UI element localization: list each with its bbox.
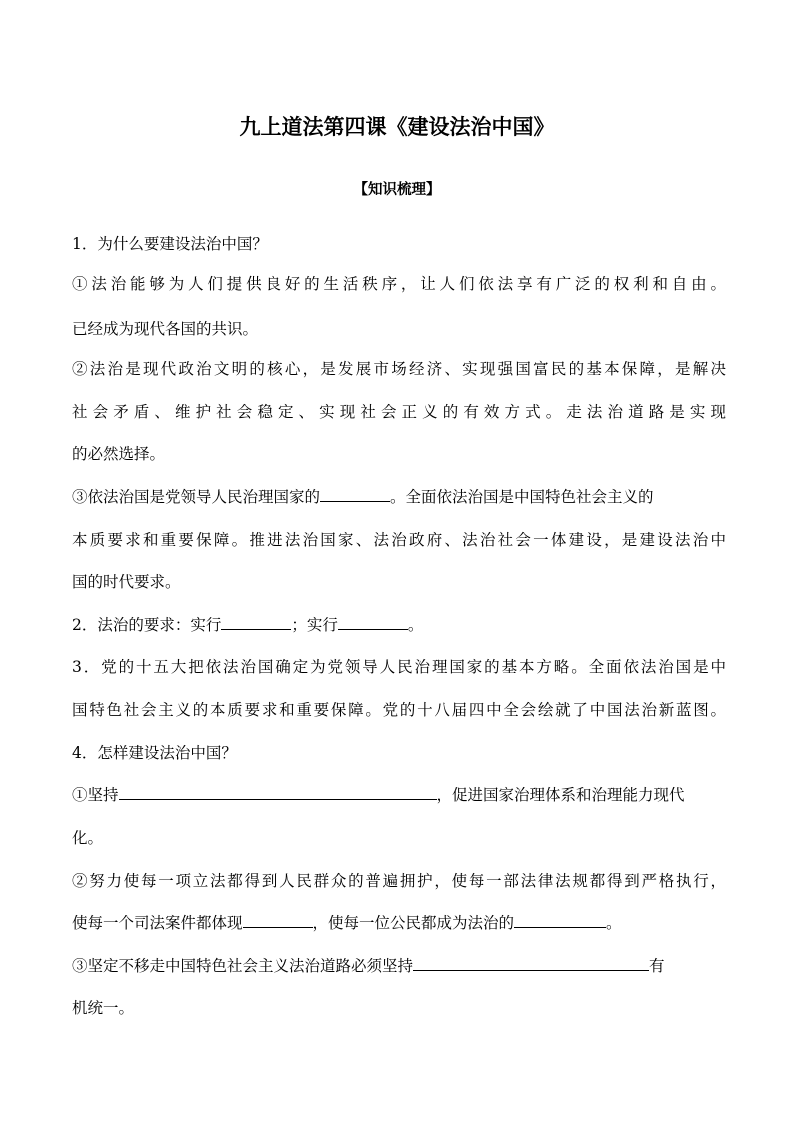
paragraph-line: ②法治是现代政治文明的核心，是发展市场经济、实现强国富民的基本保障，是解决 [72,360,726,378]
paragraph-line: 3．党的十五大把依法治国确定为党领导人民治理国家的基本方略。全面依法治国是中 [72,658,726,676]
line-text: 。 [606,914,622,932]
paragraph-line: 国的时代要求。 [72,573,181,591]
line-text: ，使每一位公民都成为法治的 [312,914,515,932]
paragraph-line: 本质要求和重要保障。推进法治国家、法治政府、法治社会一体建设，是建设法治中 [72,531,726,549]
paragraph-line [72,484,726,510]
section-heading: 【知识梳理】 [353,181,441,198]
line-text: 2．法治的要求：实行 [72,616,222,634]
line-text: ，促进国家治理体系和治理能力现代 [436,786,685,804]
paragraph-line: 化。 [72,829,104,847]
paragraph-line: ①法治能够为人们提供良好的生活秩序，让人们依法享有广泛的权利和自由。 [72,275,726,293]
paragraph-line: 已经成为现代各国的共识。 [72,320,259,338]
fill-in-blank[interactable] [119,784,437,800]
fill-in-blank[interactable] [413,955,649,971]
line-text: ；实行 [291,616,338,634]
line-text: 。 [407,616,424,634]
line-text: ①坚持 [72,786,119,804]
question-2-line [72,612,726,638]
fill-in-blank[interactable] [320,486,390,502]
question-4-heading: 4．怎样建设法治中国？ [72,744,237,762]
paragraph-line: 社会矛盾、维护社会稳定、实现社会正义的有效方式。走法治道路是实现 [72,403,726,421]
paragraph-line [72,910,726,936]
fill-in-blank[interactable] [514,912,606,928]
paragraph-line: 的必然选择。 [72,445,166,463]
paragraph-line: ②努力使每一项立法都得到人民群众的普遍拥护，使每一部法律法规都得到严格执行， [72,872,726,890]
fill-in-blank[interactable] [221,614,291,630]
line-text: 使每一个司法案件都体现 [72,914,243,932]
line-text: ③坚定不移走中国特色社会主义法治道路必须坚持 [72,957,414,975]
fill-in-blank[interactable] [338,614,408,630]
fill-in-blank[interactable] [243,912,313,928]
paragraph-line [72,782,726,808]
paragraph-line: 机统一。 [72,999,135,1017]
line-text: ③依法治国是党领导人民治理国家的 [72,488,321,506]
paragraph-line [72,953,726,979]
paragraph-line: 国特色社会主义的本质要求和重要保障。党的十八届四中全会绘就了中国法治新蓝图。 [72,701,726,719]
line-text: 有 [649,957,665,975]
document-title: 九上道法第四课《建设法治中国》 [239,114,555,139]
question-1-heading: 1．为什么要建设法治中国？ [72,235,268,253]
line-text: 。全面依法治国是中国特色社会主义的 [390,488,654,506]
